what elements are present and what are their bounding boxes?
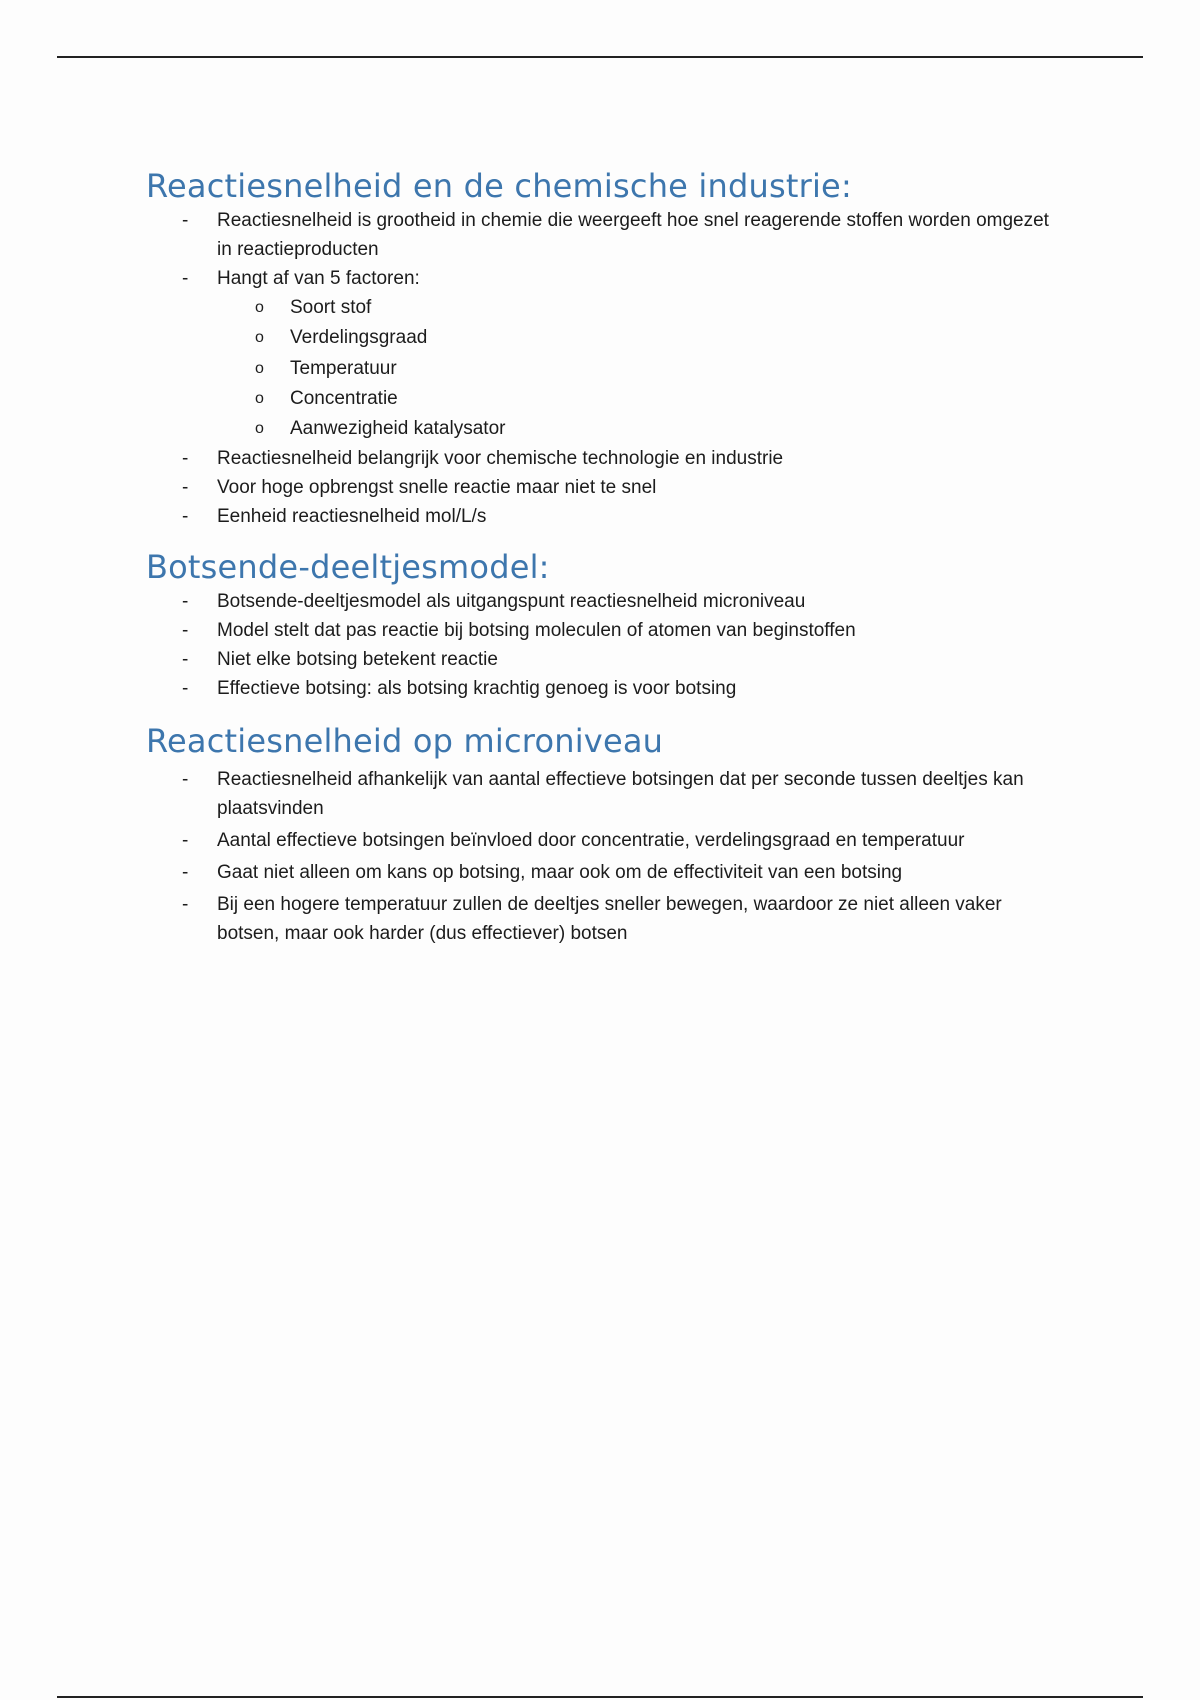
circle-bullet: o (255, 329, 264, 347)
sub-list-item-text: Concentratie (290, 387, 398, 409)
section-heading: Reactiesnelheid op microniveau (146, 722, 664, 761)
sub-list-item-text: Verdelingsgraad (290, 327, 428, 349)
section-reactiesnelheid-microniveau (146, 721, 1066, 948)
sub-list-item (146, 354, 1066, 384)
list-item-text: Eenheid reactiesnelheid mol/L/s (217, 506, 487, 528)
section-heading: Reactiesnelheid en de chemische industrie: (146, 167, 852, 205)
circle-bullet: o (255, 389, 264, 407)
list-item (146, 473, 1066, 502)
list-item (146, 858, 1066, 887)
list-item (146, 674, 1066, 703)
list-item-text: Effectieve botsing: als botsing krachtig genoeg is voor botsing (217, 678, 737, 700)
dash-bullet: - (182, 830, 189, 852)
list-item-text: Gaat niet alleen om kans op botsing, maar ook om de effectiviteit van een botsing (217, 862, 903, 884)
bullet-list (146, 765, 1066, 948)
dash-bullet: - (182, 649, 189, 671)
dash-bullet: - (182, 894, 189, 916)
sub-list-item (146, 384, 1066, 414)
list-item (146, 587, 1066, 616)
bullet-list (146, 587, 1066, 703)
dash-bullet: - (182, 591, 189, 613)
dash-bullet: - (182, 620, 189, 642)
section-heading: Botsende-deeltjesmodel: (146, 548, 550, 587)
list-item-text: Model stelt dat pas reactie bij botsing moleculen of atomen van beginstoffen (217, 620, 856, 642)
circle-bullet: o (255, 420, 264, 438)
list-item-text: Voor hoge opbrengst snelle reactie maar niet te snel (217, 477, 657, 499)
list-item (146, 765, 1066, 823)
list-item-text: Hangt af van 5 factoren: (217, 268, 420, 289)
dash-bullet: - (182, 448, 189, 470)
section-reactiesnelheid-industrie (146, 166, 1066, 531)
list-item-text: Bij een hogere temperatuur zullen de deeltjes sneller bewegen, waardoor ze niet alleen vaker botsen, maar ook harder (dus effectiever) botsen (217, 894, 1002, 945)
list-item-text: Botsende-deeltjesmodel als uitgangspunt reactiesnelheid microniveau (217, 591, 806, 613)
document-body (146, 166, 1066, 951)
list-item (146, 444, 1066, 473)
bullet-list (146, 206, 1066, 531)
header-rule (57, 56, 1143, 58)
list-item (146, 264, 1066, 293)
list-item (146, 826, 1066, 855)
sub-list-item (146, 323, 1066, 353)
sub-list-item (146, 293, 1066, 323)
sub-list-item-text: Temperatuur (290, 357, 397, 379)
sub-list-item-text: Soort stof (290, 297, 372, 318)
list-item (146, 890, 1066, 948)
list-item (146, 206, 1066, 264)
dash-bullet: - (182, 477, 189, 499)
dash-bullet: - (182, 862, 189, 884)
list-item (146, 645, 1066, 674)
list-item (146, 502, 1066, 531)
dash-bullet: - (182, 210, 189, 231)
circle-bullet: o (255, 299, 264, 316)
dash-bullet: - (182, 268, 189, 289)
list-item-text: Reactiesnelheid is grootheid in chemie die weergeeft hoe snel reagerende stoffen worden omgezet in reactieproducten (217, 210, 1049, 260)
footer-rule (57, 1696, 1143, 1698)
section-botsende-deeltjesmodel (146, 547, 1066, 703)
dash-bullet: - (182, 506, 189, 528)
list-item-text: Aantal effectieve botsingen beïnvloed door concentratie, verdelingsgraad en temperatuur (217, 830, 965, 852)
circle-bullet: o (255, 359, 264, 377)
dash-bullet: - (182, 678, 189, 700)
list-item-text: Reactiesnelheid belangrijk voor chemische technologie en industrie (217, 448, 784, 470)
list-item-text: Reactiesnelheid afhankelijk van aantal effectieve botsingen dat per seconde tussen deeltjes kan plaatsvinden (217, 769, 1024, 820)
sub-list-item-text: Aanwezigheid katalysator (290, 418, 506, 440)
sub-list-item (146, 414, 1066, 444)
list-item-text: Niet elke botsing betekent reactie (217, 649, 498, 671)
list-item (146, 616, 1066, 645)
dash-bullet: - (182, 769, 189, 791)
